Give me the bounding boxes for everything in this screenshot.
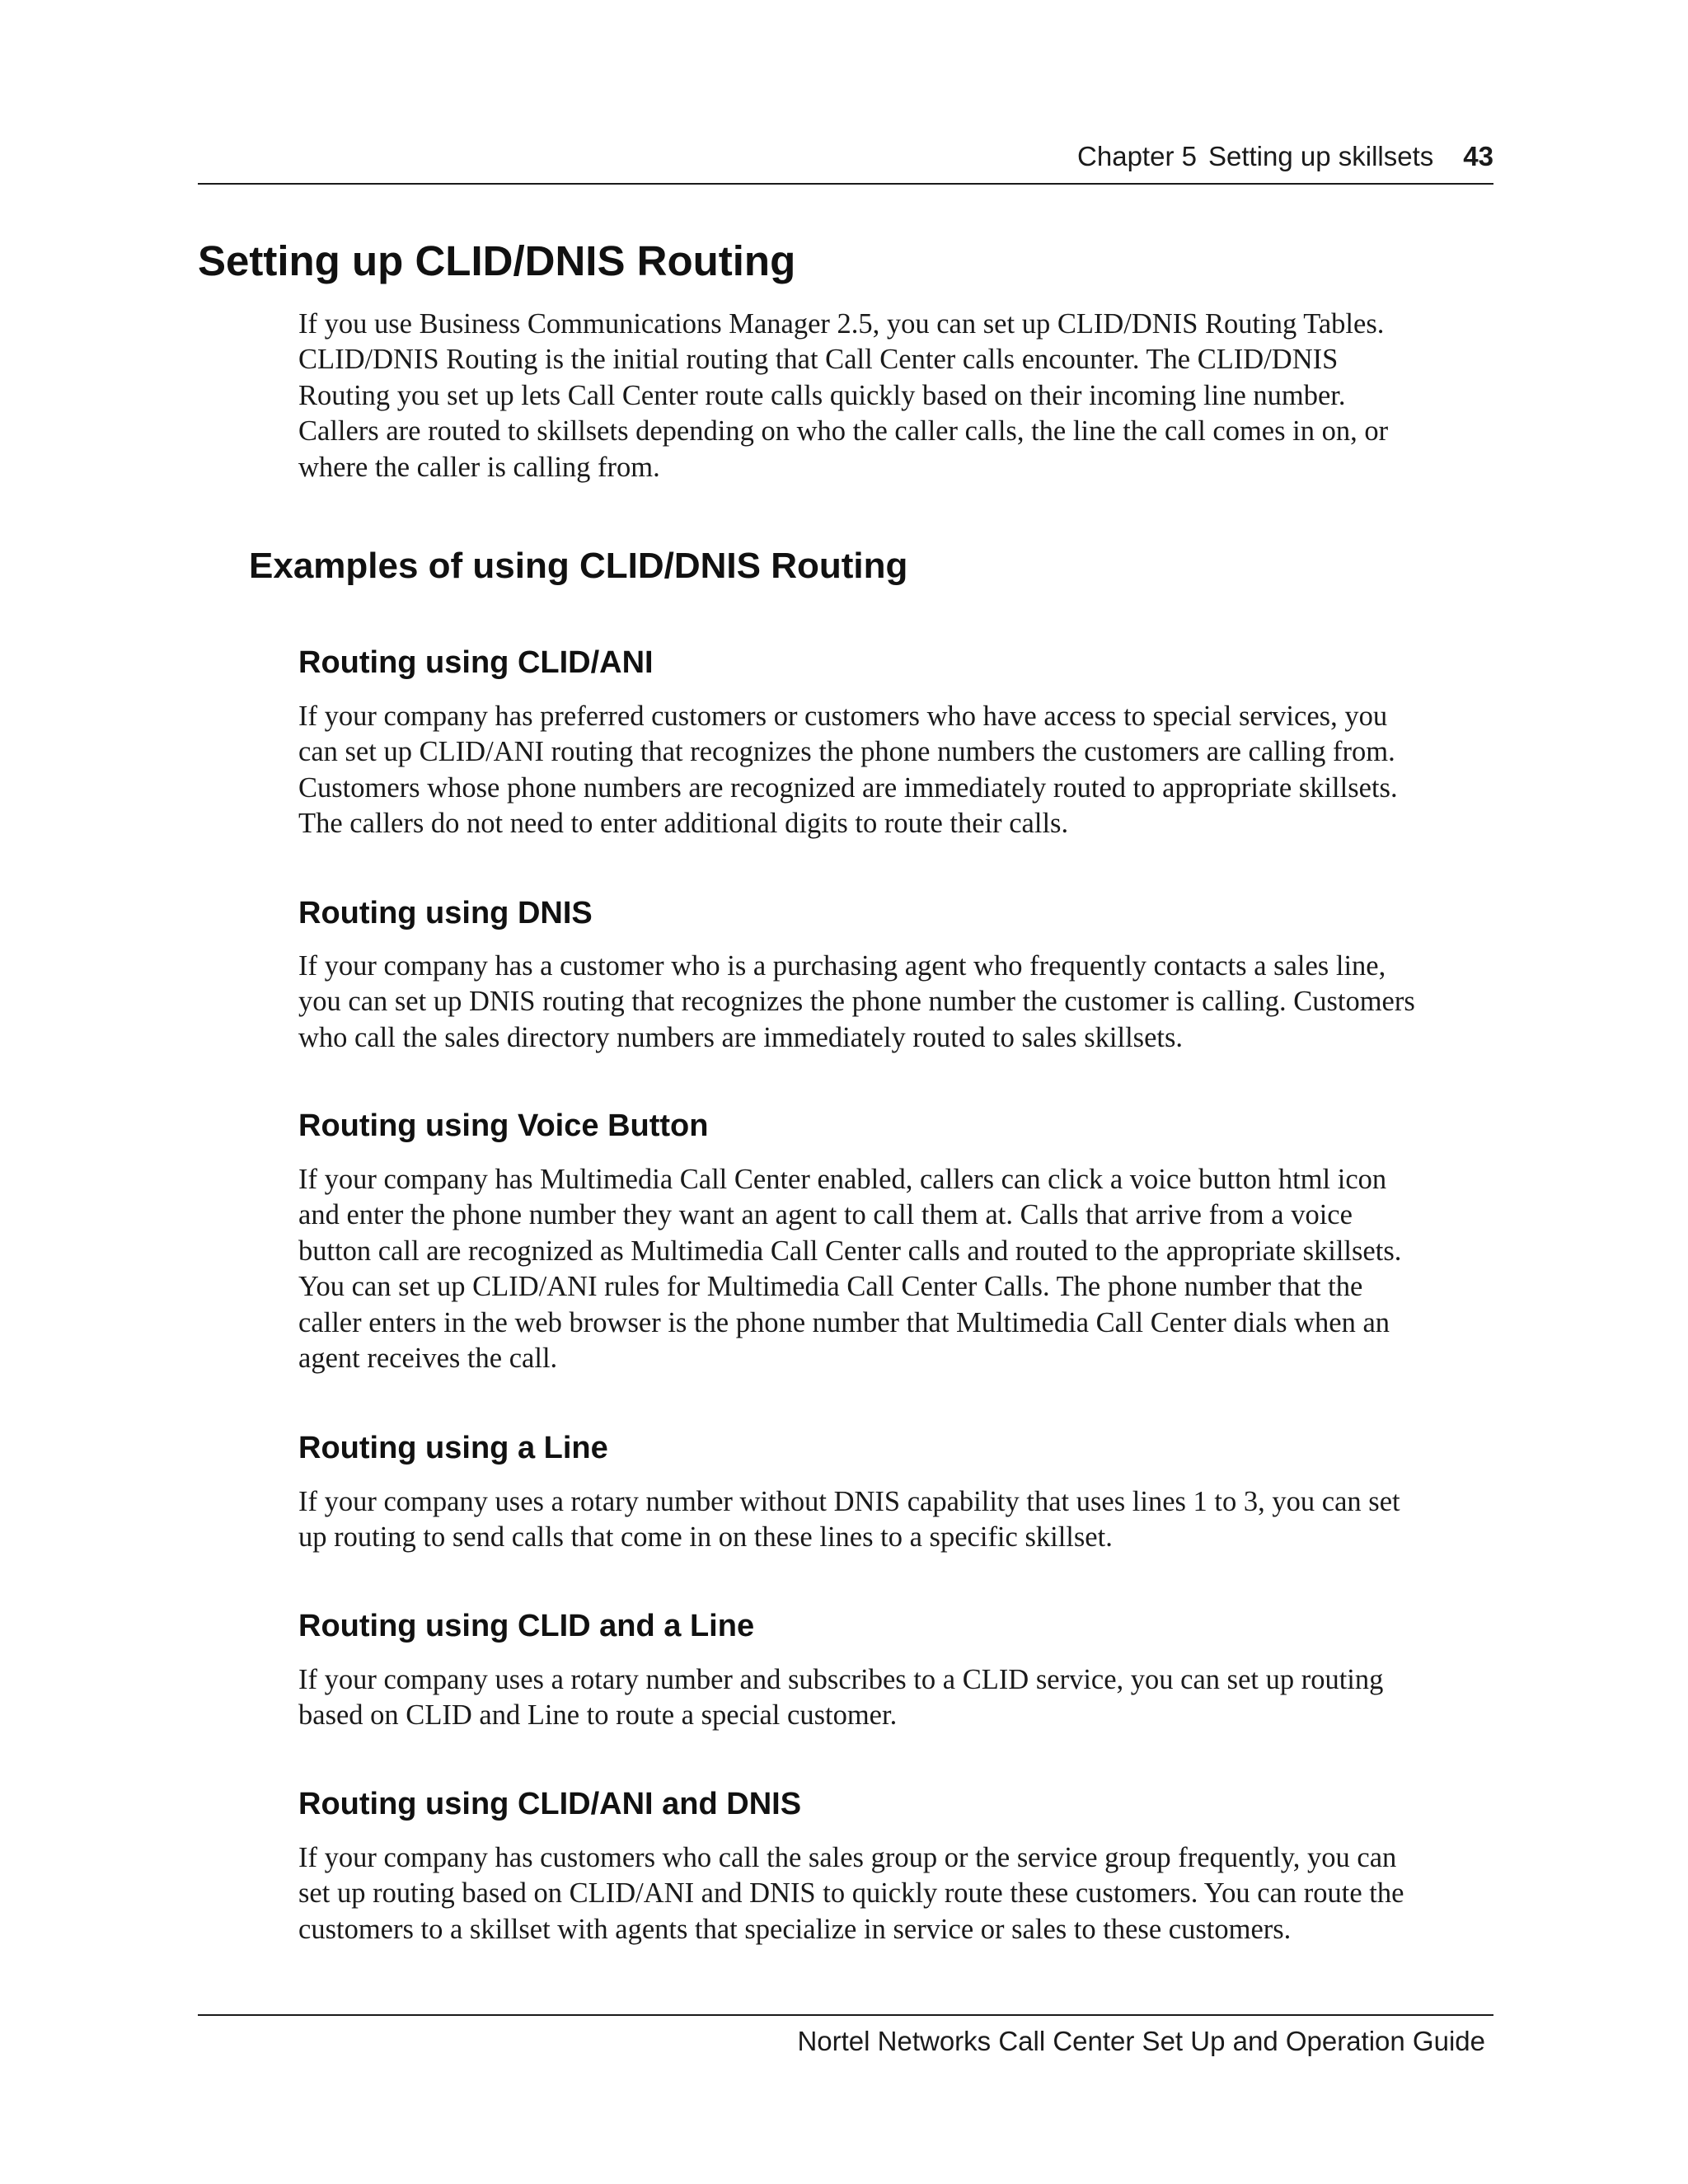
section-paragraph-clid-ani-dnis bbox=[298, 1840, 1502, 1947]
paragraph-line: customers to a skillset with agents that specialize in service or sales to these customers. bbox=[298, 1913, 1292, 1945]
intro-line: Callers are routed to skillsets depending on who the caller calls, the line the call comes in on, or bbox=[298, 415, 1389, 448]
paragraph-line: agent receives the call. bbox=[298, 1343, 558, 1375]
section-heading-line: Routing using a Line bbox=[298, 1431, 608, 1465]
header-section-title: Setting up skillsets bbox=[1207, 141, 1434, 171]
header-chapter: Chapter 5 bbox=[1077, 141, 1197, 171]
paragraph-line: You can set up CLID/ANI rules for Multimedia Call Center Calls. The phone number that the bbox=[298, 1271, 1363, 1303]
paragraph-line: If your company has a customer who is a purchasing agent who frequently contacts a sales line, bbox=[298, 950, 1386, 982]
footer-rule bbox=[198, 2014, 1493, 2016]
paragraph-line: and enter the phone number they want an agent to call them at. Calls that arrive from a voice bbox=[298, 1199, 1353, 1231]
paragraph-line: The callers do not need to enter additional digits to route their calls. bbox=[298, 808, 1069, 840]
intro-line: If you use Business Communications Manager 2.5, you can set up CLID/DNIS Routing Tables. bbox=[298, 308, 1385, 340]
section-paragraph-voice-button bbox=[298, 1162, 1502, 1376]
section-paragraph-line bbox=[298, 1484, 1502, 1556]
section-heading-voice-button: Routing using Voice Button bbox=[298, 1108, 709, 1143]
paragraph-line: If your company uses a rotary number without DNIS capability that uses lines 1 to 3, you can set bbox=[298, 1486, 1400, 1517]
intro-line: where the caller is calling from. bbox=[298, 451, 660, 483]
paragraph-line: can set up CLID/ANI routing that recognizes the phone numbers the customers are calling from. bbox=[298, 736, 1395, 768]
paragraph-line: caller enters in the web browser is the phone number that Multimedia Call Center dials when an bbox=[298, 1306, 1390, 1338]
section-heading-dnis: Routing using DNIS bbox=[298, 896, 593, 930]
running-header bbox=[198, 137, 1493, 176]
header-rule bbox=[198, 183, 1493, 185]
running-footer: Nortel Networks Call Center Set Up and Operation Guide bbox=[797, 2026, 1485, 2056]
paragraph-line: up routing to send calls that come in on these lines to a specific skillset. bbox=[298, 1521, 1113, 1554]
paragraph-line: who call the sales directory numbers are immediately routed to sales skillsets. bbox=[298, 1021, 1184, 1053]
paragraph-line: If your company has customers who call the sales group or the service group frequently, you can bbox=[298, 1842, 1397, 1873]
section-paragraph-clid-line bbox=[298, 1662, 1502, 1734]
paragraph-line: based on CLID and Line to route a special customer. bbox=[298, 1699, 898, 1732]
paragraph-line: set up routing based on CLID/ANI and DNIS to quickly route these customers. You can route the bbox=[298, 1877, 1404, 1910]
examples-heading: Examples of using CLID/DNIS Routing bbox=[249, 546, 908, 586]
paragraph-line: you can set up DNIS routing that recognizes the phone number the customer is calling. Customers bbox=[298, 986, 1415, 1018]
section-heading-clid-line: Routing using CLID and a Line bbox=[298, 1609, 755, 1643]
section-paragraph-clid-ani bbox=[298, 699, 1502, 842]
intro-line: Routing you set up lets Call Center route calls quickly based on their incoming line number. bbox=[298, 379, 1346, 411]
paragraph-line: Customers whose phone numbers are recognized are immediately routed to appropriate skillsets. bbox=[298, 771, 1398, 804]
page-title: Setting up CLID/DNIS Routing bbox=[198, 237, 796, 284]
paragraph-line: If your company has Multimedia Call Center enabled, callers can click a voice button html icon bbox=[298, 1164, 1387, 1195]
section-heading-clid-ani: Routing using CLID/ANI bbox=[298, 645, 654, 680]
section-heading-clid-ani-dnis: Routing using CLID/ANI and DNIS bbox=[298, 1787, 802, 1821]
section-paragraph-dnis bbox=[298, 949, 1502, 1056]
intro-line: CLID/DNIS Routing is the initial routing that Call Center calls encounter. The CLID/DNIS bbox=[298, 344, 1339, 376]
paragraph-line: If your company uses a rotary number and subscribes to a CLID service, you can set up routing bbox=[298, 1664, 1384, 1695]
page-number: 43 bbox=[1463, 141, 1493, 171]
paragraph-line: If your company has preferred customers or customers who have access to special services, you bbox=[298, 701, 1388, 732]
intro-paragraph bbox=[298, 307, 1502, 485]
paragraph-line: button call are recognized as Multimedia Call Center calls and routed to the appropriate skillsets. bbox=[298, 1235, 1402, 1267]
